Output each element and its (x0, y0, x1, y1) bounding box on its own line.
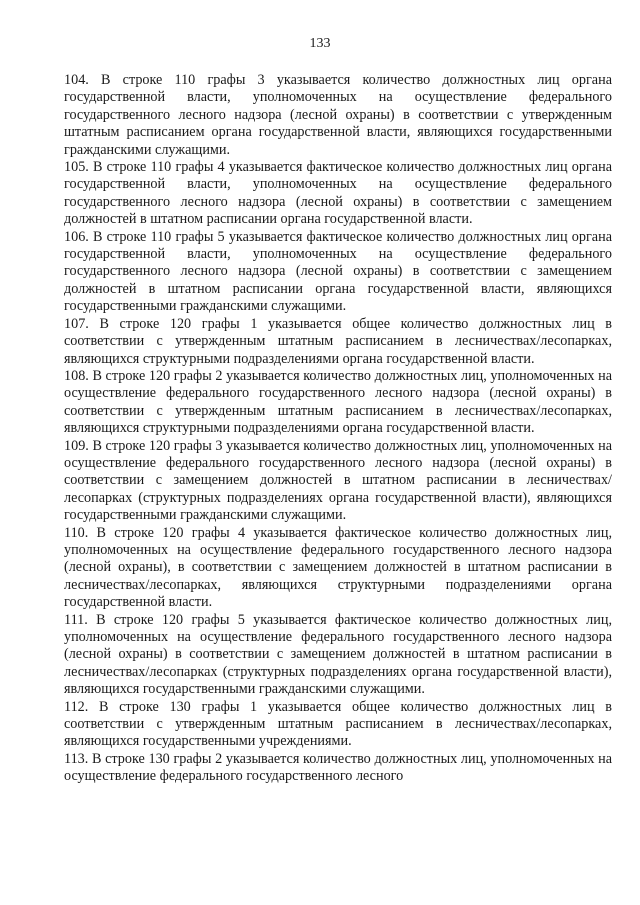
paragraph-107: 107. В строке 120 графы 1 указывается общее количество должностных лиц в соответствии с утвержденным штатным расписанием в лесничествах/лесопарках, являющихся структурными подразделениями органа государственной власти. (64, 315, 612, 367)
paragraph-110: 110. В строке 120 графы 4 указывается фактическое количество должностных лиц, уполномоченных на осуществление федерального государственного лесного надзора (лесной охраны), в соответствии с замещением должностей в штатном расписании в лесничествах/лесопарках, являющихся структурными подразделениями органа государственной власти. (64, 524, 612, 611)
paragraph-104: 104. В строке 110 графы 3 указывается количество должностных лиц органа государственной власти, уполномоченных на осуществление федерального государственного лесного надзора (лесной охраны) в соответствии с утвержденным штатным расписанием органа государственной власти, являющихся государственными гражданскими служащими. (64, 72, 612, 158)
paragraph-106: 106. В строке 110 графы 5 указывается фактическое количество должностных лиц органа государственной власти, уполномоченных на осуществление федерального государственного лесного надзора (лесной охраны) в соответствии с замещением должностей в штатном расписании органа государственной власти, являющихся государственными гражданскими служащими. (64, 228, 612, 315)
paragraph-108: 108. В строке 120 графы 2 указывается количество должностных лиц, уполномоченных на осуществление федерального государственного лесного надзора (лесной охраны) в соответствии с утвержденным штатным расписанием в лесничествах/лесопарках, являющихся структурными подразделениями органа государственной власти. (64, 367, 612, 437)
paragraph-109: 109. В строке 120 графы 3 указывается количество должностных лиц, уполномоченных на осуществление федерального государственного лесного надзора (лесной охраны) в соответствии с замещением должностей в штатном расписании в лесничествах/лесопарках (структурных подразделениях органа государственной власти), являющихся государственными гражданскими служащими. (64, 437, 612, 524)
page-number: 133 (309, 36, 331, 51)
paragraph-105: 105. В строке 110 графы 4 указывается фактическое количество должностных лиц органа государственной власти, уполномоченных на осуществление федерального государственного лесного надзора (лесной охраны) в соответствии с замещением должностей в штатном расписании органа государственной власти. (64, 159, 612, 228)
paragraph-111: 111. В строке 120 графы 5 указывается фактическое количество должностных лиц, уполномоченных на осуществление федерального государственного лесного надзора (лесной охраны) в соответствии с замещением должностей в штатном расписании в лесничествах/лесопарках (структурных подразделениях органа государственной власти), являющихся государственными гражданскими служащими. (64, 611, 612, 698)
paragraph-112: 112. В строке 130 графы 1 указывается общее количество должностных лиц в соответствии с утвержденным штатным расписанием в лесничествах/лесопарках, являющихся государственными учреждениями. (64, 698, 612, 750)
paragraph-113: 113. В строке 130 графы 2 указывается количество должностных лиц, уполномоченных на осуществление федерального государственного лесного (64, 750, 612, 785)
document-body (64, 72, 612, 786)
